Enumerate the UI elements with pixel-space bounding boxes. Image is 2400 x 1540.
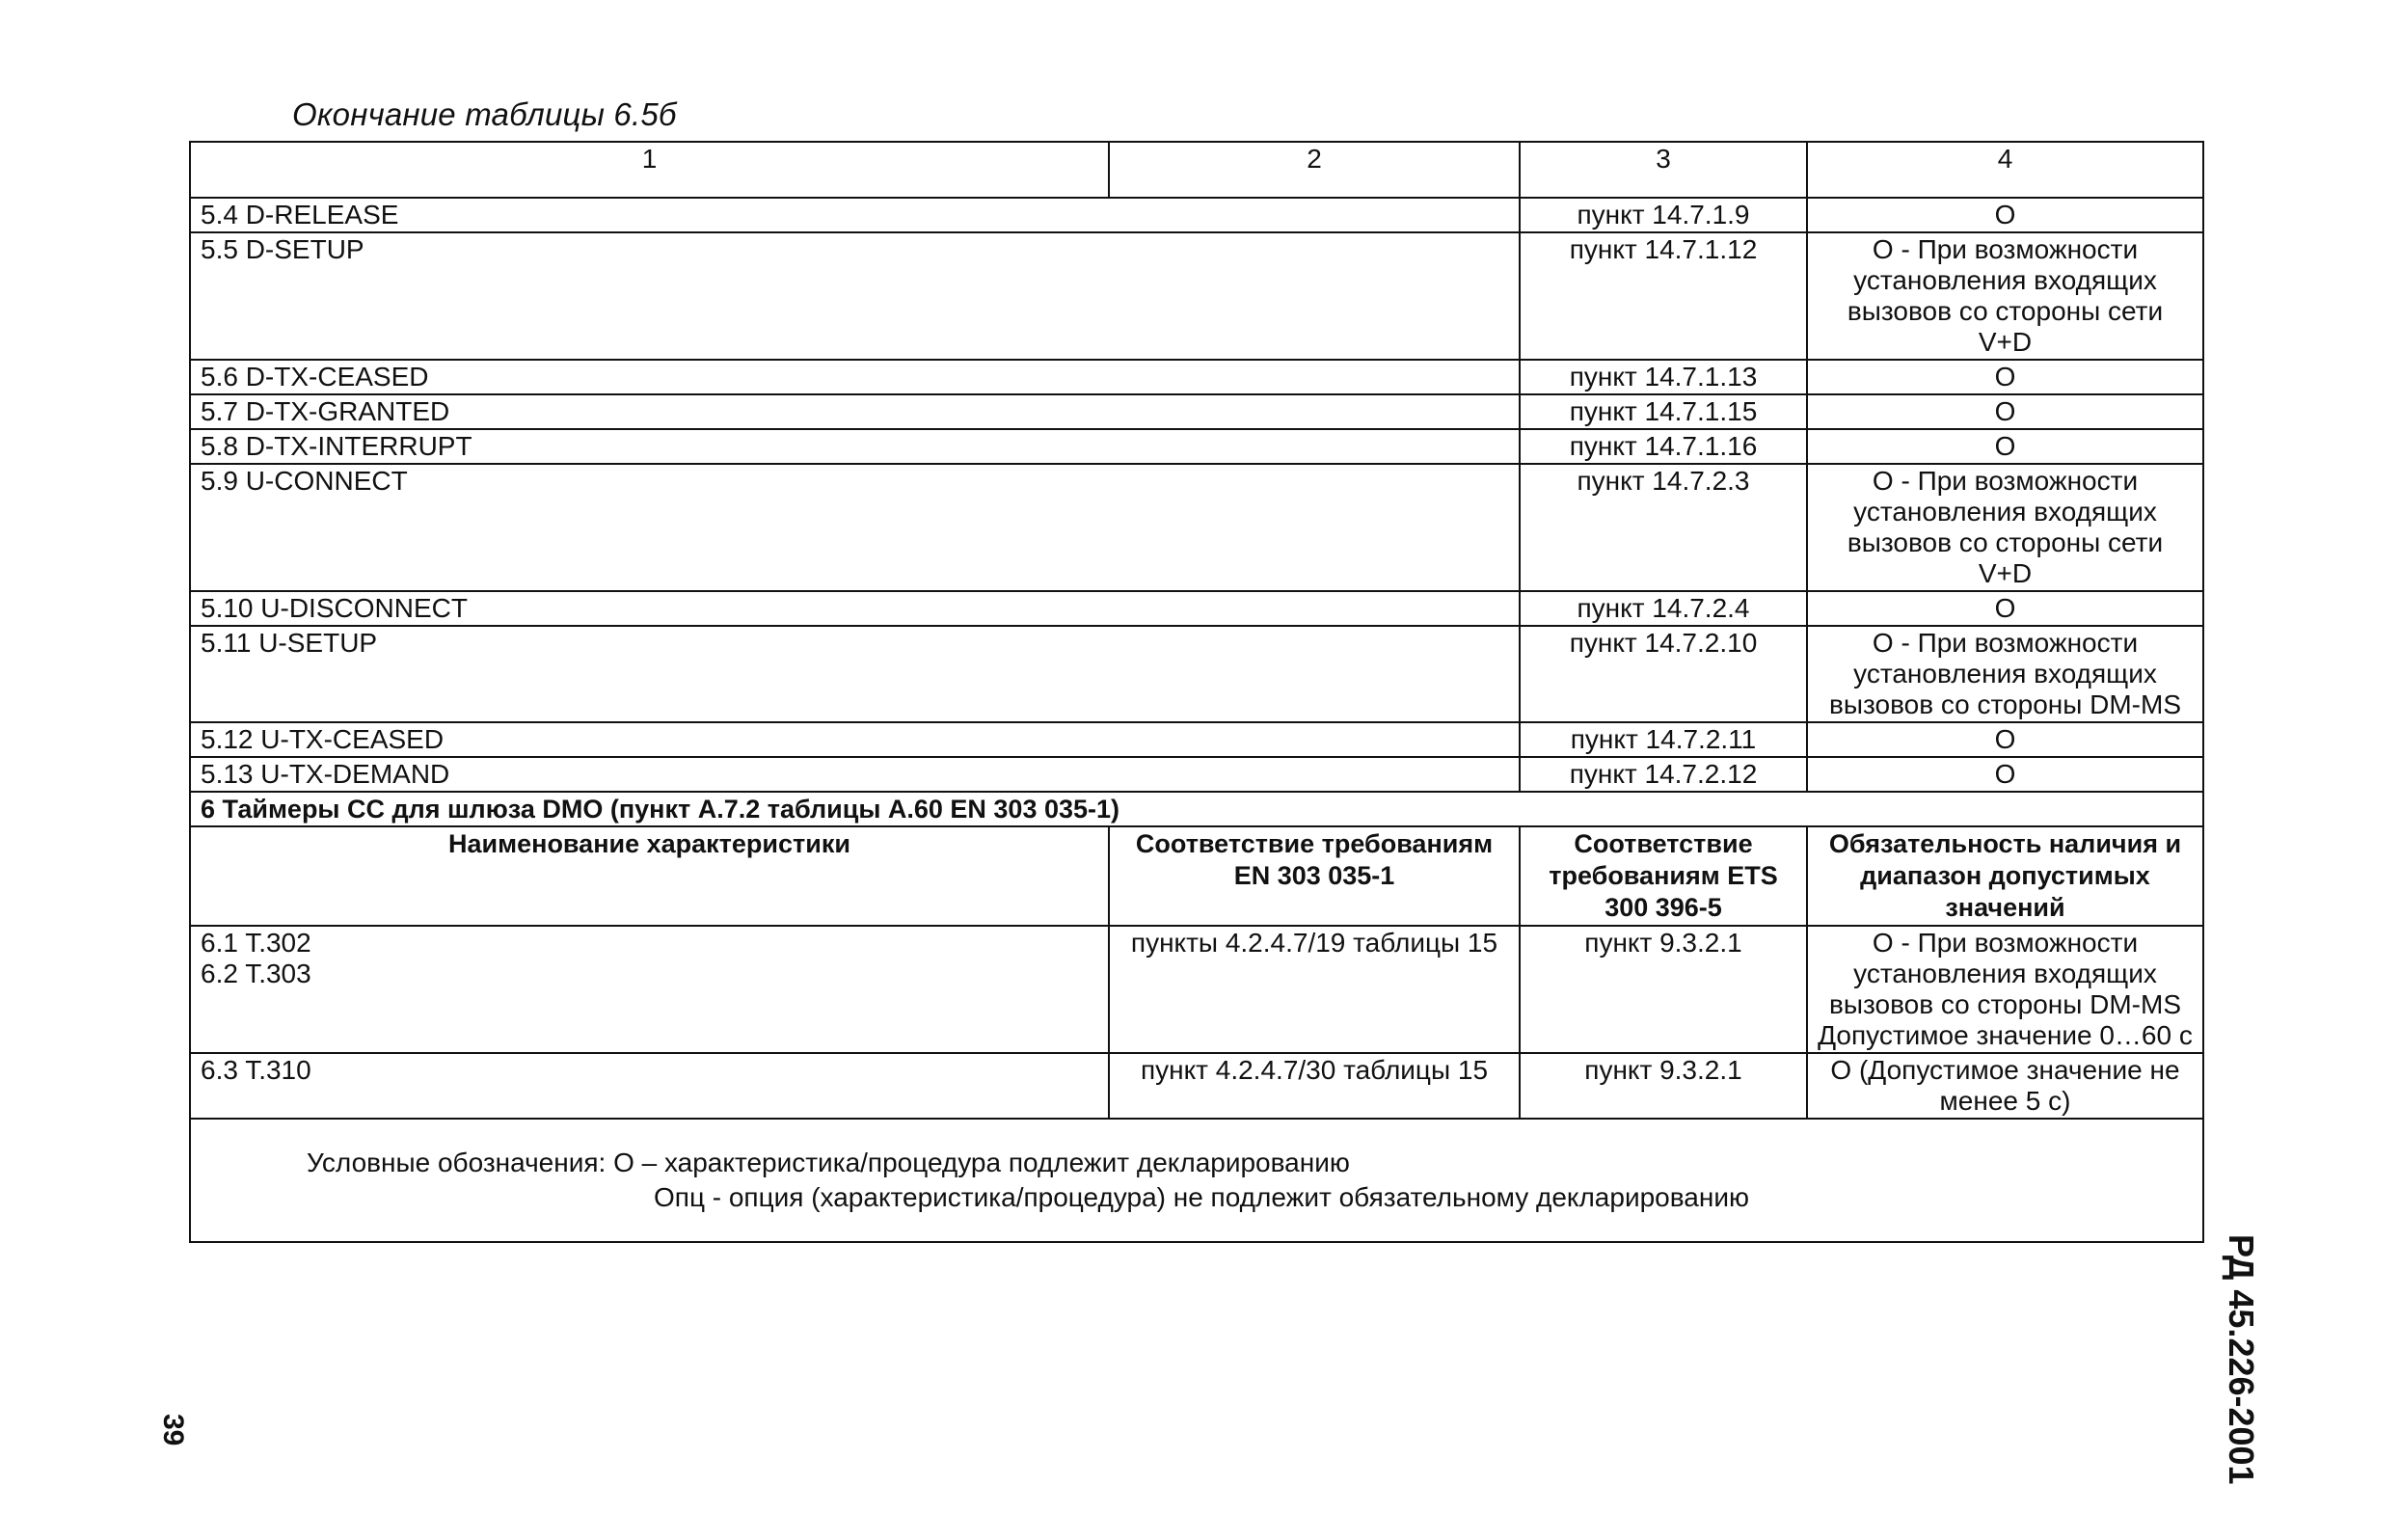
row-req: O [1807,360,2203,394]
table-row [190,394,2203,429]
row-name: 5.9 U-CONNECT [190,464,1520,591]
legend-row [190,1119,2203,1242]
row-name: 5.7 D-TX-GRANTED [190,394,1520,429]
row-ref: пункт 14.7.1.13 [1520,360,1807,394]
row-name: 5.13 U-TX-DEMAND [190,757,1520,792]
col-header: 1 [190,142,1109,198]
row-req: O [1807,198,2203,232]
column-number-row [190,142,2203,198]
timer-req: O - При возможности установления входящих вызовов со стороны DM-MS Допустимое значение 0…60 с [1807,926,2203,1053]
table-row [190,198,2203,232]
page-number: 39 [157,1414,189,1446]
table-row [190,722,2203,757]
section-title: 6 Таймеры СС для шлюза DMO (пункт А.7.2 таблицы А.60 EN 303 035-1) [190,792,2203,826]
table-row [190,926,2203,1053]
table-row [190,591,2203,626]
table-row [190,626,2203,722]
row-ref: пункт 14.7.2.10 [1520,626,1807,722]
row-req: O - При возможности установления входящих вызовов со стороны сети V+D [1807,464,2203,591]
row-name: 5.12 U-TX-CEASED [190,722,1520,757]
row-req: O [1807,591,2203,626]
subheader-cell: Обязательность наличия и диапазон допустимых значений [1807,826,2203,926]
timer-ets-ref: пункт 9.3.2.1 [1520,926,1807,1053]
subheader-cell: Соответствие требованиям EN 303 035-1 [1109,826,1520,926]
row-ref: пункт 14.7.2.3 [1520,464,1807,591]
timer-name: 6.3 T.310 [190,1053,1109,1119]
table-row [190,464,2203,591]
timer-name: 6.1 T.302 [201,928,311,958]
row-name: 5.5 D-SETUP [190,232,1520,360]
timer-names [190,926,1109,1053]
row-ref: пункт 14.7.2.4 [1520,591,1807,626]
timer-en-ref: пункты 4.2.4.7/19 таблицы 15 [1109,926,1520,1053]
table-row [190,757,2203,792]
requirements-table [189,141,2204,1243]
row-req: O [1807,722,2203,757]
row-req: O [1807,757,2203,792]
row-req: O [1807,429,2203,464]
section-row [190,792,2203,826]
legend-line: Опц - опция (характеристика/процедура) не подлежит обязательному декларированию [654,1182,1749,1212]
row-ref: пункт 14.7.2.12 [1520,757,1807,792]
row-ref: пункт 14.7.2.11 [1520,722,1807,757]
row-ref: пункт 14.7.1.15 [1520,394,1807,429]
row-name: 5.8 D-TX-INTERRUPT [190,429,1520,464]
table-caption: Окончание таблицы 6.5б [292,96,677,132]
row-ref: пункт 14.7.1.9 [1520,198,1807,232]
table-row [190,429,2203,464]
timer-ets-ref: пункт 9.3.2.1 [1520,1053,1807,1119]
row-req: O [1807,394,2203,429]
document-code: РД 45.226-2001 [2222,1234,2261,1485]
subheader-cell: Соответствие требованиям ETS 300 396-5 [1520,826,1807,926]
col-header: 4 [1807,142,2203,198]
row-req: O - При возможности установления входящих вызовов со стороны DM-MS [1807,626,2203,722]
row-name: 5.4 D-RELEASE [190,198,1520,232]
legend-cell [190,1119,2203,1242]
col-header: 3 [1520,142,1807,198]
row-ref: пункт 14.7.1.12 [1520,232,1807,360]
timer-en-ref: пункт 4.2.4.7/30 таблицы 15 [1109,1053,1520,1119]
timer-req: O (Допустимое значение не менее 5 с) [1807,1053,2203,1119]
row-name: 5.11 U-SETUP [190,626,1520,722]
col-header: 2 [1109,142,1520,198]
table-row [190,360,2203,394]
row-name: 5.10 U-DISCONNECT [190,591,1520,626]
subheader-cell: Наименование характеристики [190,826,1109,926]
row-name: 5.6 D-TX-CEASED [190,360,1520,394]
row-ref: пункт 14.7.1.16 [1520,429,1807,464]
table-row [190,232,2203,360]
legend-line: Условные обозначения: О – характеристика/процедура подлежит декларированию [307,1148,1350,1177]
subheader-row [190,826,2203,926]
timer-name: 6.2 T.303 [201,959,311,988]
row-req: O - При возможности установления входящих вызовов со стороны сети V+D [1807,232,2203,360]
table-row [190,1053,2203,1119]
